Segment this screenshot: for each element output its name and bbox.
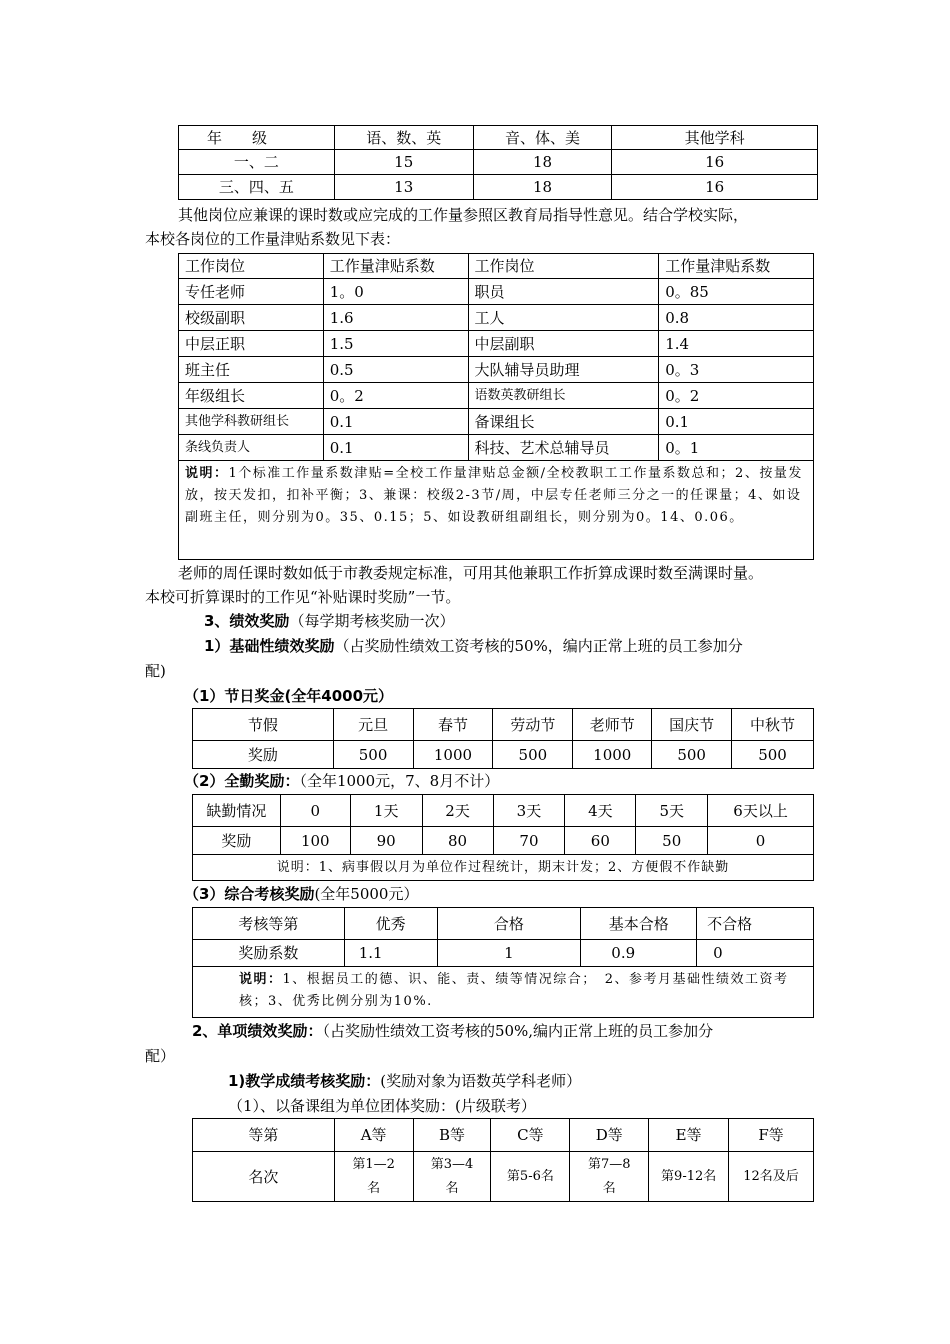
table-cell: 工人 (468, 305, 659, 331)
grade-table (178, 125, 818, 200)
note-text: 1个标准工作量系数津贴=全校工作量津贴总金额/全校教职工工作量系数总和；2、按量发放，按天发扣，扣补平衡；3、兼课：校级2-3节/周，中层专任老师三分之一的任课量；4、如设副班主任，则分别为0。35、0.15；5、如设教研组副组长，则分别为0。14、0.06。 (185, 466, 803, 525)
table-row (179, 435, 814, 461)
table-header-cell: 工作量津贴系数 (659, 254, 814, 279)
table-cell: 年级组长 (179, 383, 324, 409)
table-header-cell: 合格 (437, 908, 581, 940)
table-header-cell: F等 (729, 1119, 814, 1152)
table-cell: 1000 (413, 741, 493, 769)
subsection-heading: 1)教学成绩考核奖励：(奖励对象为语数英学科老师） (228, 1072, 582, 1090)
table-cell: 班主任 (179, 357, 324, 383)
table-cell: 0。2 (323, 383, 468, 409)
table-header-cell: 节假 (193, 709, 334, 741)
paragraph: 本校各岗位的工作量津贴系数见下表： (145, 230, 401, 248)
teaching-table (192, 1118, 814, 1202)
subsection-heading: （3）综合考核奖励(全年5000元） (184, 885, 419, 903)
table-header-cell: 春节 (413, 709, 493, 741)
table-cell: 100 (280, 827, 350, 855)
table-row (193, 709, 814, 741)
table-header-cell: 国庆节 (652, 709, 732, 741)
table-row (193, 940, 814, 967)
table-row (193, 795, 814, 827)
table-cell: 50 (636, 827, 708, 855)
table-row (193, 827, 814, 855)
table-header-cell: 考核等第 (193, 908, 345, 940)
paragraph: 其他岗位应兼课的课时数或应完成的工作量参照区教育局指导性意见。结合学校实际， (178, 206, 749, 224)
table-row (179, 279, 814, 305)
table-header-cell: 老师节 (573, 709, 652, 741)
table-cell: 13 (334, 175, 473, 200)
table-header-cell: 中秋节 (732, 709, 814, 741)
section-heading: 1）基础性绩效奖励（占奖励性绩效工资考核的50%，编内正常上班的员工参加分 (204, 637, 743, 655)
table-header-cell: A等 (334, 1119, 413, 1152)
table-cell: 90 (350, 827, 422, 855)
table-header-cell: 5天 (636, 795, 708, 827)
table-note (179, 461, 814, 560)
table-header-cell: 工作岗位 (468, 254, 659, 279)
table-header-cell: 1天 (350, 795, 422, 827)
coefficient-table (178, 253, 814, 560)
paragraph: 老师的周任课时数如低于市教委规定标准，可用其他兼职工作折算成课时数至满课时量。 (178, 564, 764, 582)
table-cell: 第3—4名 (413, 1152, 491, 1202)
table-cell: 16 (612, 175, 818, 200)
table-note: 说明：1、病事假以月为单位作过程统计，期末计发；2、方便假不作缺勤 (193, 855, 814, 881)
table-cell: 0.1 (323, 435, 468, 461)
table-cell: 三、四、五 (179, 175, 335, 200)
table-cell: 大队辅导员助理 (468, 357, 659, 383)
attendance-table (192, 794, 814, 881)
table-cell: 专任老师 (179, 279, 324, 305)
table-cell: 1.1 (344, 940, 437, 967)
table-cell: 15 (334, 150, 473, 175)
table-row (193, 1152, 814, 1202)
table-cell: 500 (333, 741, 413, 769)
table-cell: 0.9 (581, 940, 697, 967)
overall-table (192, 907, 814, 1018)
table-header-cell: 工作岗位 (179, 254, 324, 279)
table-header-cell: 缺勤情况 (193, 795, 281, 827)
subsection-heading: （1）节日奖金(全年4000元） (184, 687, 394, 705)
table-row (179, 150, 818, 175)
table-header-cell: 优秀 (344, 908, 437, 940)
table-cell: 奖励系数 (193, 940, 345, 967)
table-row (179, 175, 818, 200)
table-header-cell: 音、体、美 (473, 126, 612, 150)
table-cell: 条线负责人 (179, 435, 324, 461)
table-cell: 1 (437, 940, 581, 967)
table-cell: 0.8 (659, 305, 814, 331)
table-header-cell: 劳动节 (493, 709, 573, 741)
table-header-cell: 4天 (565, 795, 636, 827)
table-cell: 0。1 (659, 435, 814, 461)
section-heading: 3、绩效奖励（每学期考核奖励一次） (204, 612, 455, 630)
table-cell: 0.1 (659, 409, 814, 435)
table-cell: 1.6 (323, 305, 468, 331)
table-cell: 备课组长 (468, 409, 659, 435)
table-row (193, 967, 814, 1018)
table-cell: 奖励 (193, 741, 334, 769)
table-cell: 80 (422, 827, 493, 855)
table-header-cell: 其他学科 (612, 126, 818, 150)
table-cell: 第5-6名 (491, 1152, 570, 1202)
table-header-cell: 3天 (493, 795, 565, 827)
table-cell: 500 (652, 741, 732, 769)
table-row (179, 305, 814, 331)
table-header-cell: 语、数、英 (334, 126, 473, 150)
table-cell: 一、二 (179, 150, 335, 175)
table-cell: 第1—2名 (334, 1152, 413, 1202)
note-text: 1、根据员工的德、识、能、责、绩等情况综合； 2、参考月基础性绩效工资考核；3、优秀比例分别为10%. (239, 972, 789, 1009)
table-cell: 1。0 (323, 279, 468, 305)
table-cell: 500 (493, 741, 573, 769)
table-header-cell: 不合格 (697, 908, 814, 940)
table-header-cell: E等 (649, 1119, 729, 1152)
table-cell: 奖励 (193, 827, 281, 855)
table-header-cell: 基本合格 (581, 908, 697, 940)
table-cell: 0 (697, 940, 814, 967)
table-cell: 校级副职 (179, 305, 324, 331)
table-cell: 中层副职 (468, 331, 659, 357)
table-cell: 其他学科教研组长 (179, 409, 324, 435)
table-cell: 职员 (468, 279, 659, 305)
table-header-cell: 6天以上 (708, 795, 814, 827)
table-row (179, 409, 814, 435)
table-cell: 500 (732, 741, 814, 769)
table-cell: 0.1 (323, 409, 468, 435)
table-row (179, 383, 814, 409)
paragraph: （1）、以备课组为单位团体奖励：(片级联考） (228, 1097, 536, 1115)
table-cell: 0 (708, 827, 814, 855)
table-cell: 12名及后 (729, 1152, 814, 1202)
table-row (179, 461, 814, 560)
table-cell: 0。85 (659, 279, 814, 305)
table-note (193, 967, 814, 1018)
table-cell: 1.5 (323, 331, 468, 357)
table-cell: 中层正职 (179, 331, 324, 357)
table-cell: 第9-12名 (649, 1152, 729, 1202)
table-row (193, 908, 814, 940)
table-header-cell: 等第 (193, 1119, 335, 1152)
table-header-cell: 年 级 (179, 126, 335, 150)
table-row (193, 741, 814, 769)
table-row (193, 855, 814, 881)
paragraph: 配） (145, 1047, 176, 1065)
section-heading: 2、单项绩效奖励：（占奖励性绩效工资考核的50%,编内正常上班的员工参加分 (192, 1022, 714, 1040)
note-label: 说明： (185, 466, 229, 481)
table-cell: 语数英教研组长 (468, 383, 659, 409)
table-cell: 18 (473, 150, 612, 175)
table-cell: 70 (493, 827, 565, 855)
table-cell: 科技、艺术总辅导员 (468, 435, 659, 461)
table-header-cell: 工作量津贴系数 (323, 254, 468, 279)
table-header-cell: D等 (570, 1119, 649, 1152)
table-cell: 1.4 (659, 331, 814, 357)
holiday-table (192, 708, 814, 769)
subsection-heading: （2）全勤奖励：（全年1000元，7、8月不计） (184, 772, 500, 790)
table-cell: 0。2 (659, 383, 814, 409)
table-cell: 0。3 (659, 357, 814, 383)
table-cell: 名次 (193, 1152, 335, 1202)
table-row (179, 357, 814, 383)
table-row (179, 126, 818, 150)
table-cell: 第7—8名 (570, 1152, 649, 1202)
table-cell: 60 (565, 827, 636, 855)
paragraph: 本校可折算课时的工作见“补贴课时奖励”一节。 (145, 588, 461, 606)
table-row (193, 1119, 814, 1152)
table-cell: 1000 (573, 741, 652, 769)
paragraph: 配) (145, 662, 166, 680)
table-row (179, 331, 814, 357)
table-header-cell: 2天 (422, 795, 493, 827)
table-cell: 0.5 (323, 357, 468, 383)
table-header-cell: C等 (491, 1119, 570, 1152)
table-cell: 18 (473, 175, 612, 200)
table-header-cell: 0 (280, 795, 350, 827)
note-label: 说明： (239, 972, 283, 987)
table-header-cell: B等 (413, 1119, 491, 1152)
table-row (179, 254, 814, 279)
table-header-cell: 元旦 (333, 709, 413, 741)
table-cell: 16 (612, 150, 818, 175)
